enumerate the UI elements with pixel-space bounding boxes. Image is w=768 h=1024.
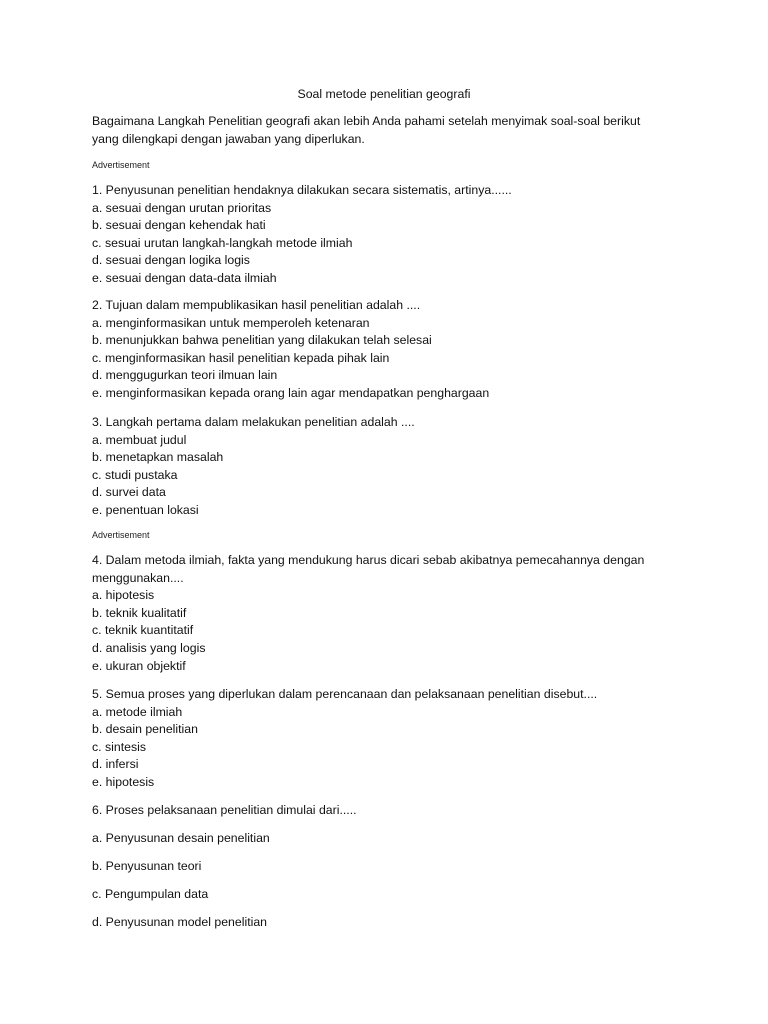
option: c. studi pustaka [92, 467, 178, 482]
option: b. Penyusunan teori [92, 858, 202, 873]
question-1 [92, 182, 692, 288]
option: d. menggugurkan teori ilmuan lain [92, 368, 278, 383]
question-text: 3. Langkah pertama dalam melakukan penelitian adalah .... [92, 415, 415, 429]
option: d. infersi [92, 757, 139, 772]
option: a. metode ilmiah [92, 704, 183, 719]
question-text: 4. Dalam metoda ilmiah, fakta yang mendukung harus dicari sebab akibatnya pemecahannya dengan [92, 553, 645, 567]
option: d. sesuai dengan logika logis [92, 253, 250, 268]
option: e. hipotesis [92, 774, 155, 789]
question-3 [92, 414, 692, 520]
option: a. Penyusunan desain penelitian [92, 830, 270, 845]
option: c. sintesis [92, 739, 146, 754]
option: b. menunjukkan bahwa penelitian yang dilakukan telah selesai [92, 333, 432, 348]
option: e. ukuran objektif [92, 658, 186, 673]
option: a. sesuai dengan urutan prioritas [92, 200, 272, 215]
option: b. desain penelitian [92, 722, 198, 737]
option: c. teknik kuantitatif [92, 623, 194, 638]
option: e. penentuan lokasi [92, 502, 199, 517]
intro-line: Bagaimana Langkah Penelitian geografi akan lebih Anda pahami setelah menyimak soal-soal berikut [92, 114, 641, 128]
advertisement-label: Advertisement [92, 160, 150, 170]
intro-line: yang dilengkapi dengan jawaban yang diperlukan. [92, 131, 365, 146]
option: c. menginformasikan hasil penelitian kepada pihak lain [92, 350, 390, 365]
question-text: 6. Proses pelaksanaan penelitian dimulai dari..... [92, 803, 357, 817]
question-6 [92, 802, 692, 942]
intro-paragraph [92, 113, 692, 148]
option: b. teknik kualitatif [92, 605, 187, 620]
option: a. hipotesis [92, 588, 155, 603]
option: c. sesuai urutan langkah-langkah metode ilmiah [92, 235, 353, 250]
option: e. menginformasikan kepada orang lain agar mendapatkan penghargaan [92, 385, 490, 400]
question-text: 5. Semua proses yang diperlukan dalam perencanaan dan pelaksanaan penelitian disebut.... [92, 687, 598, 701]
question-4 [92, 552, 692, 675]
option: d. analisis yang logis [92, 640, 206, 655]
option: d. Penyusunan model penelitian [92, 914, 268, 929]
option: d. survei data [92, 485, 166, 500]
option: a. membuat judul [92, 432, 187, 447]
question-text: menggunakan.... [92, 570, 184, 585]
question-5 [92, 686, 692, 792]
question-2 [92, 297, 692, 403]
document-title: Soal metode penelitian geografi [297, 87, 471, 101]
option: c. Pengumpulan data [92, 886, 209, 901]
question-text: 1. Penyusunan penelitian hendaknya dilakukan secara sistematis, artinya...... [92, 183, 512, 197]
advertisement-label: Advertisement [92, 530, 150, 540]
option: a. menginformasikan untuk memperoleh ketenaran [92, 315, 370, 330]
option: b. sesuai dengan kehendak hati [92, 218, 266, 233]
option: b. menetapkan masalah [92, 450, 224, 465]
question-text: 2. Tujuan dalam mempublikasikan hasil penelitian adalah .... [92, 298, 421, 312]
option: e. sesuai dengan data-data ilmiah [92, 270, 277, 285]
